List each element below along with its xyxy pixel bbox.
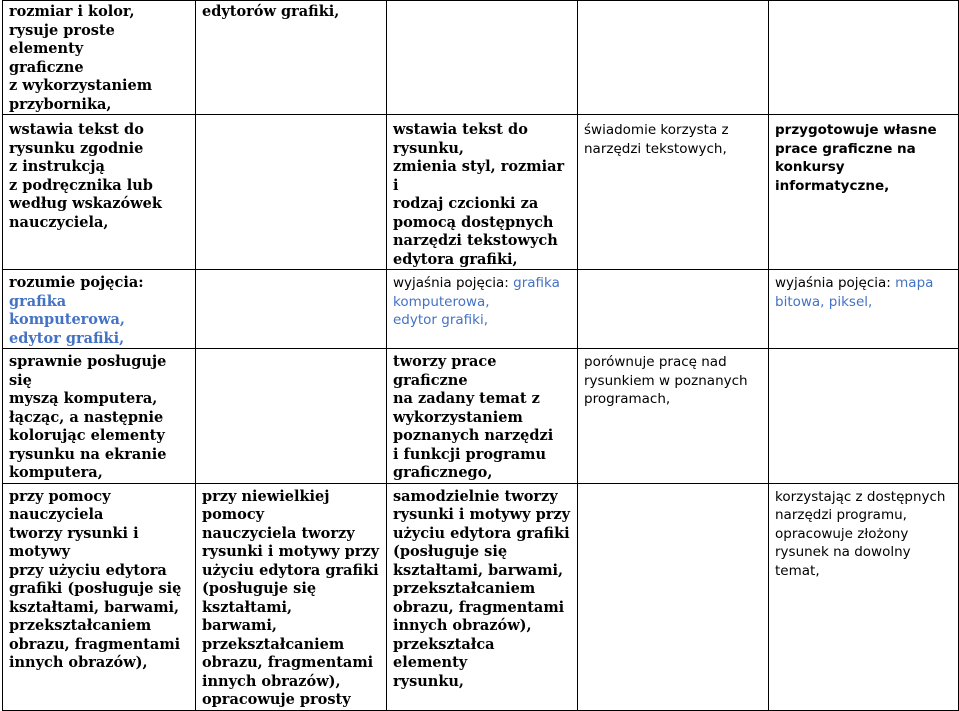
table-row (3, 483, 959, 710)
table-row (3, 1, 959, 115)
cell-text: edytorów grafiki, (202, 3, 340, 20)
table-cell (578, 270, 769, 349)
table-cell (769, 483, 959, 710)
table-cell (196, 1, 387, 115)
cell-text: sprawnie posługuje się myszą komputera, łącząc, a następnie kolorując elementy rysunku na ekranie komputera, (9, 353, 167, 481)
cell-text: rozmiar i kolor, rysuje proste elementy graficzne z wykorzystaniem przybornika, (9, 3, 153, 113)
term-highlight: grafika komputerowa, edytor grafiki, (393, 275, 560, 328)
table-cell (769, 270, 959, 349)
cell-text (775, 274, 952, 311)
table-cell (387, 270, 578, 349)
cell-text: przy pomocy nauczyciela tworzy rysunki i motywy przy użyciu edytora grafiki (posługuje się kształtami, barwami, przekształcaniem obrazu, fragmentami innych obrazów), (9, 487, 182, 671)
table-cell (769, 349, 959, 484)
cell-text (393, 274, 571, 330)
table-cell (3, 115, 196, 270)
table-row (3, 115, 959, 270)
table-cell (3, 349, 196, 484)
table-cell (196, 483, 387, 710)
cell-text-lead: wyjaśnia pojęcia: (775, 275, 896, 291)
cell-text: wstawia tekst do rysunku, (393, 121, 528, 157)
table-cell (578, 349, 769, 484)
table-cell (387, 349, 578, 484)
table-row (3, 270, 959, 349)
table-cell (769, 1, 959, 115)
cell-text: korzystając z dostępnych narzędzi programu, opracowuje złożony rysunek na dowolny temat, (775, 488, 946, 579)
table-row (3, 349, 959, 484)
cell-text: przygotowuje własne prace graficzne na konkursy informatyczne, (775, 122, 937, 194)
cell-text: wstawia tekst do rysunku zgodnie z instrukcją z podręcznika lub według wskazówek nauczyciela, (9, 121, 162, 231)
term-highlight: grafika komputerowa, edytor grafiki, (9, 292, 125, 347)
table-cell (3, 270, 196, 349)
table-cell (387, 115, 578, 270)
table-cell (196, 115, 387, 270)
cell-text: świadomie korzysta z narzędzi tekstowych, (584, 122, 729, 157)
table-cell (196, 349, 387, 484)
table-cell (3, 1, 196, 115)
requirements-table (2, 0, 959, 711)
table-cell (3, 483, 196, 710)
table-cell (769, 115, 959, 270)
cell-text: zmienia styl, rozmiar i rodzaj czcionki za pomocą dostępnych narzędzi tekstowych edytora grafiki, (393, 158, 565, 268)
table-cell (578, 115, 769, 270)
table-cell (578, 1, 769, 115)
cell-text: przy niewielkiej pomocy nauczyciela tworzy rysunki i motywy przy użyciu edytora grafiki (posługuje się kształtami, barwami, przekształcaniem obrazu, fragmentami innych obrazów), opracowuje prosty (202, 487, 380, 708)
table-cell (387, 1, 578, 115)
cell-text: porównuje pracę nad rysunkiem w poznanych programach, (584, 354, 748, 407)
table-cell (387, 483, 578, 710)
cell-text-lead: wyjaśnia pojęcia: (393, 275, 514, 291)
table-cell (578, 483, 769, 710)
cell-text: samodzielnie tworzy rysunki i motywy przy użyciu edytora grafiki (posługuje się kształtami, barwami, przekształcaniem obrazu, fragmentami innych obrazów), przekształca elementy rysunku, (393, 487, 571, 690)
term-highlight: mapa bitowa, piksel, (775, 275, 934, 310)
table-cell (196, 270, 387, 349)
cell-text-lead: rozumie pojęcia: (9, 274, 144, 291)
cell-text: tworzy prace graficzne na zadany temat z wykorzystaniem poznanych narzędzi i funkcji programu graficznego, (393, 353, 554, 481)
cell-text (9, 274, 189, 348)
